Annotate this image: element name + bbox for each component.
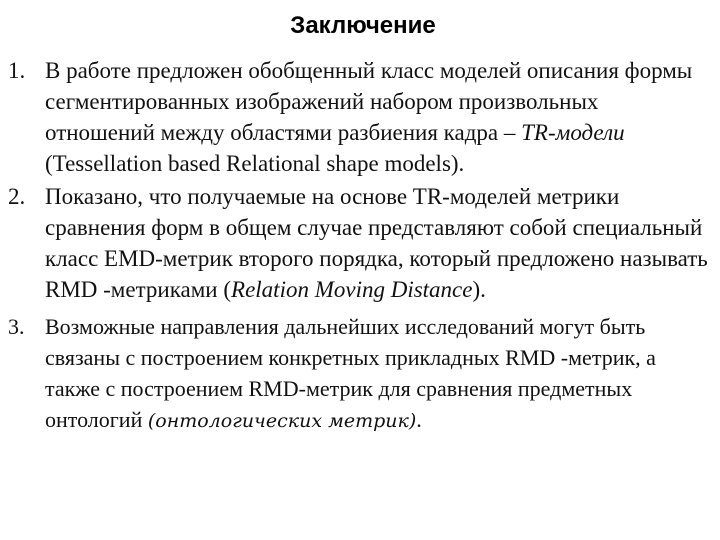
- item-emphasis: (онтологических метрик): [147, 410, 417, 432]
- item-text: Показано, что получаемые на основе TR-моделей метрики сравнения форм в общем случае представляют собой специальный класс EMD-метрик второго порядка, который предложено называть RMD -метриками (: [45, 184, 708, 302]
- item-number: 1.: [8, 58, 26, 83]
- item-text-end: ).: [472, 277, 486, 302]
- item-text: В работе предложен обобщенный класс моделей описания формы сегментированных изображений набором произвольных отношений между областями разбиения кадра –: [45, 58, 693, 145]
- item-text: Возможные направления дальнейших исследований могут быть связаны с построением конкретных прикладных RMD -метрик, а также с построением RMD-метрик для сравнения предметных онтологий: [45, 314, 656, 432]
- item-number: 2.: [8, 184, 26, 209]
- item-text-end: (Tessellation based Relational shape models).: [45, 151, 465, 176]
- item-text-end: .: [416, 407, 422, 432]
- list-item: [0, 55, 720, 179]
- item-number: 3.: [8, 314, 25, 339]
- item-emphasis: Relation Moving Distance: [231, 277, 473, 302]
- slide-title: Заключение: [290, 12, 436, 39]
- conclusion-list: [0, 55, 720, 437]
- list-item: [0, 181, 720, 305]
- list-item: [0, 311, 720, 437]
- item-emphasis: TR-модели: [521, 120, 625, 145]
